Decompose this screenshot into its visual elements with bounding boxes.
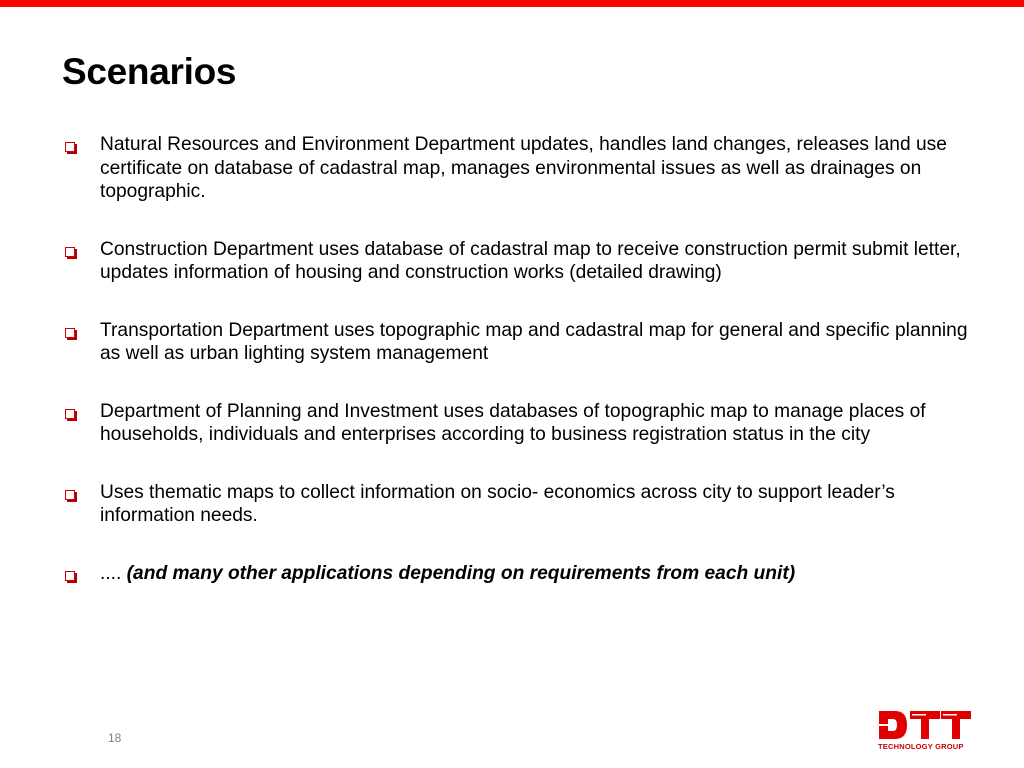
top-accent-bar (0, 0, 1024, 7)
bullet-text: Natural Resources and Environment Department updates, handles land changes, releases land use certificate on database of cadastral map, manages environmental issues as well as drainages on topographic. (100, 134, 947, 202)
bullet-text: .... (100, 562, 127, 584)
bullet-list (62, 133, 972, 619)
bullet-emphasis: (and many other applications depending on requirements from each unit) (126, 562, 796, 584)
bullet-text: Department of Planning and Investment uses databases of topographic map to manage places of households, individuals and enterprises according to business registration status in the city (100, 400, 926, 445)
bullet-text: Uses thematic maps to collect information on socio- economics across city to support leader’s information needs. (100, 481, 895, 526)
square-bullet-icon (65, 328, 75, 338)
square-bullet-icon (65, 247, 75, 257)
square-bullet-icon (65, 490, 75, 500)
bullet-item (62, 319, 972, 366)
slide-title: Scenarios (62, 51, 237, 92)
square-bullet-icon (65, 142, 75, 152)
square-bullet-icon (65, 571, 75, 581)
logo-subtitle: TECHNOLOGY GROUP (878, 742, 964, 751)
bullet-item (62, 133, 972, 204)
company-logo (878, 709, 974, 751)
bullet-item (62, 238, 972, 285)
bullet-item (62, 481, 972, 528)
square-bullet-icon (65, 409, 75, 419)
bullet-text: Construction Department uses database of cadastral map to receive construction permit submit letter, updates information of housing and construction works (detailed drawing) (100, 238, 961, 283)
bullet-text: Transportation Department uses topographic map and cadastral map for general and specific planning as well as urban lighting system management (100, 319, 968, 364)
dtt-logo-icon (878, 709, 972, 741)
bullet-item (62, 562, 972, 586)
page-number: 18 (108, 731, 122, 745)
bullet-item (62, 400, 972, 447)
